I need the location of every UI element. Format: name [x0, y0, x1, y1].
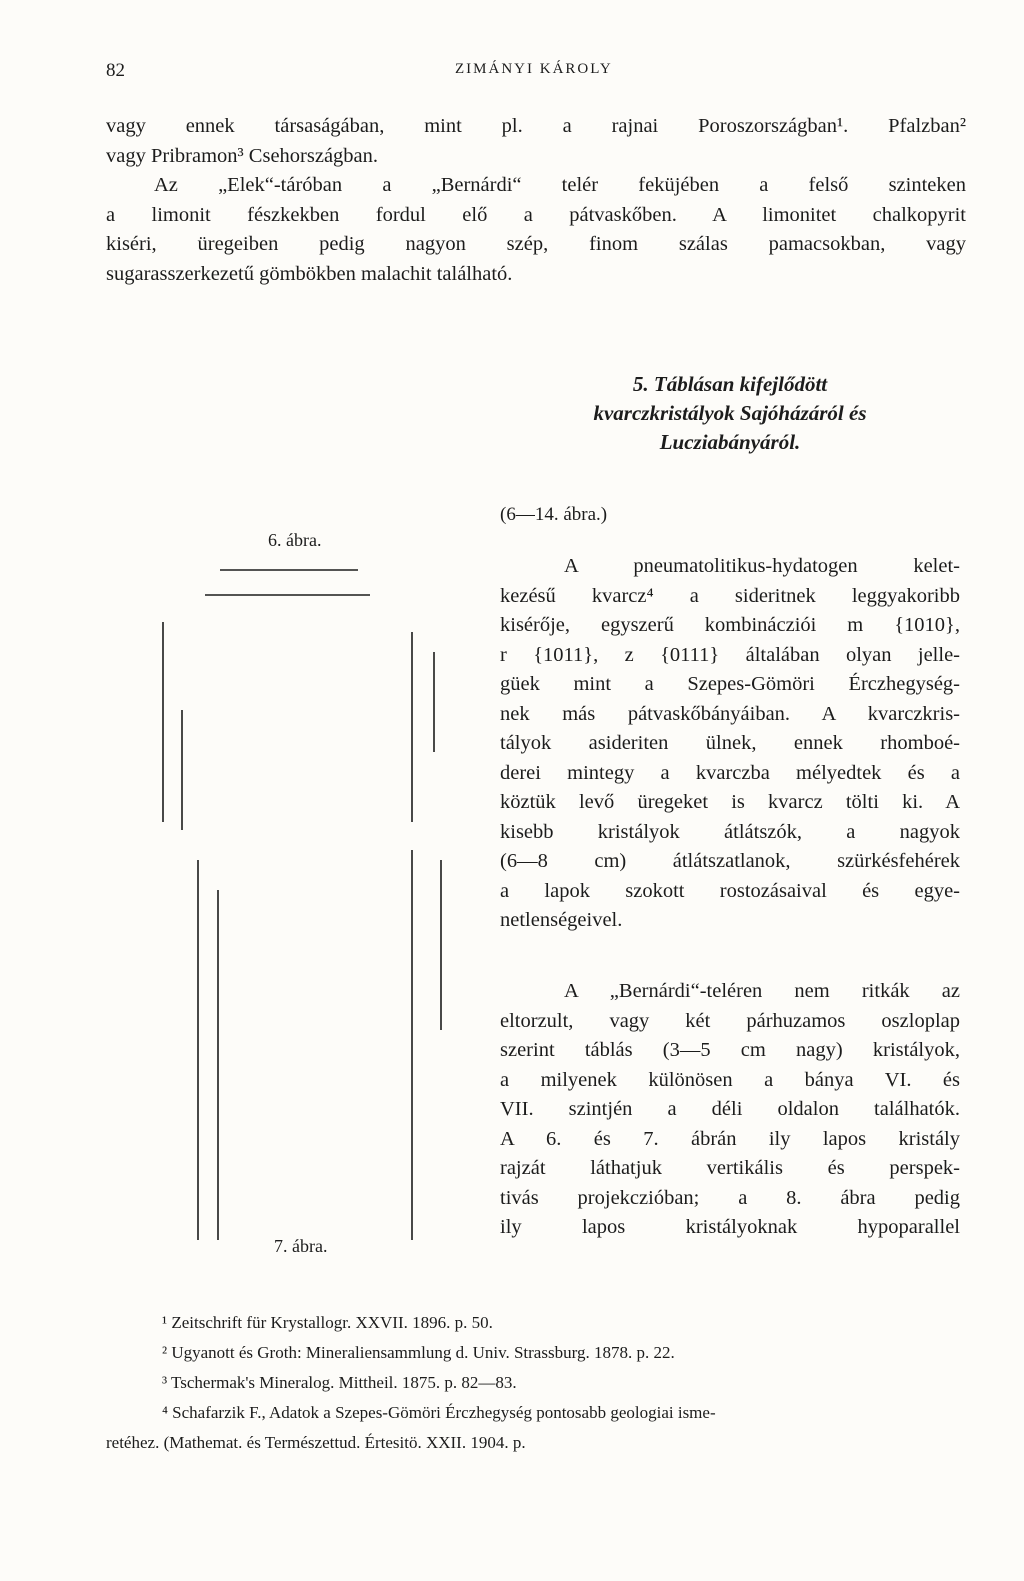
body-line: kezésű kvarcz⁴ a sideritnek leggyakoribb [500, 584, 960, 607]
body-line: A „Bernárdi“-teléren nem ritkák az [564, 980, 960, 1002]
footnote: ² Ugyanott és Groth: Mineraliensammlung d. Univ. Strassburg. 1878. p. 22. [162, 1343, 675, 1362]
footnote: retéhez. (Mathemat. és Természettud. Értesitö. XXII. 1904. p. [106, 1433, 526, 1452]
body-line: tályok asideriten ülnek, ennek rhomboé- [500, 732, 960, 754]
body-paragraph-1 [500, 552, 960, 936]
intro-line: sugarasszerkezetű gömbökben malachit található. [106, 262, 513, 285]
footnote: ⁴ Schafarzik F., Adatok a Szepes-Gömöri Érczhegység pontosabb geologiai isme- [162, 1403, 716, 1422]
footnote: ¹ Zeitschrift für Krystallogr. XXVII. 1896. p. 50. [162, 1313, 493, 1332]
section-heading-line: Lucziabányáról. [659, 430, 801, 454]
body-line: a milyenek különösen a bánya VI. és [500, 1068, 960, 1091]
body-line: a lapok szokott rostozásaival és egye- [500, 879, 960, 902]
body-line: güek mint a Szepes-Gömöri Érczhegység- [500, 673, 960, 695]
body-line: nek más pátvaskőbányáiban. A kvarczkris- [500, 702, 960, 725]
body-line: (6—8 cm) átlátszatlanok, szürkésfehérek [500, 850, 960, 872]
section-heading-line: kvarczkristályok Sajóházáról és [593, 401, 867, 425]
body-line: r {1011}, z {0111} általában olyan jelle- [500, 643, 960, 666]
intro-line: kiséri, üregeiben pedig nagyon szép, finom szálas pamacsokban, vagy [106, 233, 966, 255]
body-line: rajzát láthatjuk vertikális és perspek- [500, 1157, 960, 1179]
footnote: ³ Tschermak's Mineralog. Mittheil. 1875. p. 82—83. [162, 1373, 517, 1392]
body-line: szerint táblás (3—5 cm nagy) kristályok, [500, 1039, 960, 1061]
page-number: 82 [106, 60, 125, 81]
body-line: tivás projekczióban; a 8. ábra pedig [500, 1186, 960, 1209]
intro-line: vagy ennek társaságában, mint pl. a rajnai Poroszországban¹. Pfalzban² [106, 115, 966, 137]
intro-line: vagy Pribramon³ Csehországban. [106, 144, 379, 167]
figure-6-caption: 6. ábra. [268, 530, 322, 550]
body-line: netlenségeivel. [500, 909, 623, 931]
section-heading-line: 5. Táblásan kifejlődött [632, 372, 828, 396]
body-line: A pneumatolitikus-hydatogen kelet- [564, 555, 960, 577]
body-line: ily lapos kristályoknak hypoparallel [500, 1216, 960, 1238]
body-line: kisebb kristályok átlátszók, a nagyok [500, 820, 960, 843]
figure-reference: (6—14. ábra.) [500, 504, 608, 525]
body-paragraph-2 [500, 977, 960, 1243]
section-heading [480, 370, 980, 457]
body-line: VII. szintjén a déli oldalon találhatók. [500, 1098, 960, 1120]
intro-paragraph [106, 112, 966, 289]
intro-line: Az „Elek“-táróban a „Bernárdi“ telér feküjében a felső szinteken [154, 174, 966, 196]
body-line: köztük levő üregeket is kvarcz tölti ki. A [500, 791, 960, 813]
body-line: eltorzult, vagy két párhuzamos oszloplap [500, 1009, 960, 1032]
body-line: A 6. és 7. ábrán ily lapos kristály [500, 1127, 960, 1150]
figure-7-caption: 7. ábra. [274, 1236, 328, 1256]
body-line: kisérője, egyszerű kombinácziói m {1010}, [500, 614, 960, 636]
intro-line: a limonit fészkekben fordul elő a pátvaskőben. A limonitet chalkopyrit [106, 203, 966, 226]
footnotes [106, 1308, 966, 1458]
body-line: derei mintegy a kvarczba mélyedtek és a [500, 761, 960, 784]
running-title: ZIMÁNYI KÁROLY [455, 61, 613, 77]
crystal-figure-drawing [150, 560, 460, 1240]
